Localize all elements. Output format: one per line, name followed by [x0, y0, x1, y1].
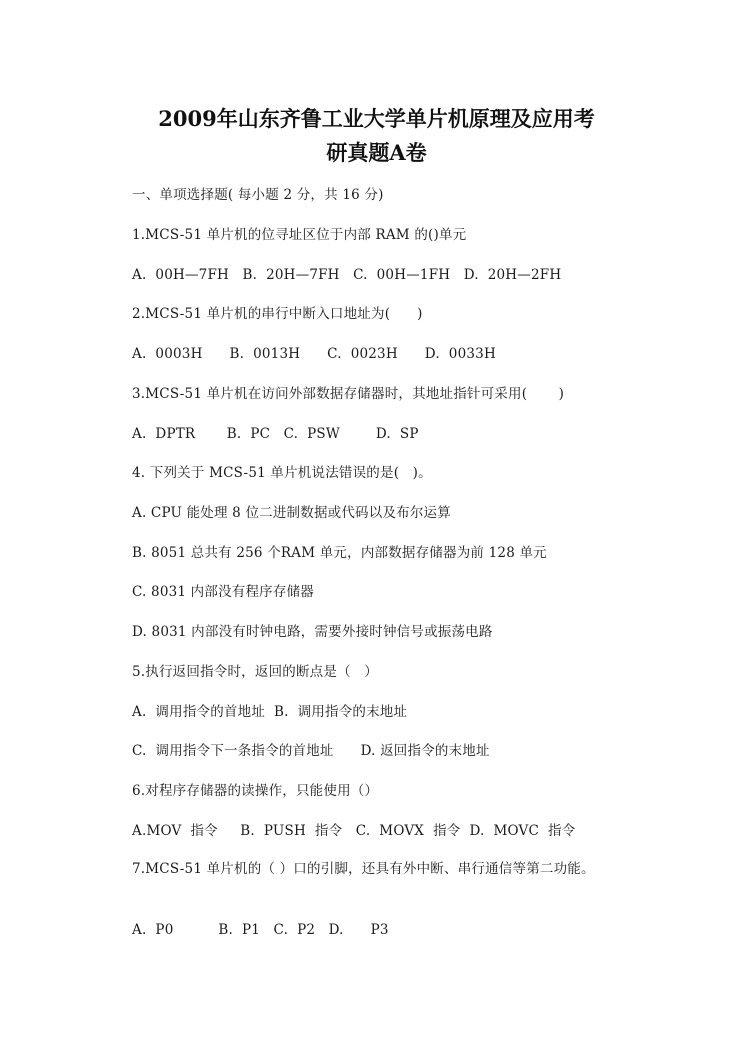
question-1-options: A. 00H—7FH B. 20H—7FH C. 00H—1FH D. 20H—2FH	[132, 267, 562, 283]
question-4-option-c: C. 8031 内部没有程序存储器	[132, 584, 314, 600]
question-5-options-ab: A. 调用指令的首地址 B. 调用指令的末地址	[132, 704, 408, 720]
question-7: 7.MCS-51 单片机的（ ）口的引脚，还具有外中断、串行通信等第二功能。	[132, 861, 595, 877]
question-6-options: A.MOV 指令 B. PUSH 指令 C. MOVX 指令 D. MOVC 指令	[132, 823, 576, 839]
question-5: 5.执行返回指令时，返回的断点是（ ）	[132, 664, 378, 680]
question-1: 1.MCS-51 单片机的位寻址区位于内部 RAM 的()单元	[132, 227, 467, 243]
question-3-options: A. DPTR B. PC C. PSW D. SP	[132, 426, 419, 442]
question-6: 6.对程序存储器的读操作，只能使用（）	[132, 783, 379, 799]
document-title-line-1: 2009年山东齐鲁工业大学单片机原理及应用考	[158, 106, 595, 131]
question-2-options: A. 0003H B. 0013H C. 0023H D. 0033H	[132, 346, 496, 362]
document-title-line-2: 研真题A卷	[326, 140, 427, 165]
question-4-option-b: B. 8051 总共有 256 个RAM 单元，内部数据存储器为前 128 单元	[132, 545, 547, 561]
section-heading: 一、单项选择题( 每小题 2 分，共 16 分)	[132, 187, 384, 203]
question-7-options: A. P0 B. P1 C. P2 D. P3	[132, 922, 389, 938]
question-4: 4. 下列关于 MCS-51 单片机说法错误的是( )。	[132, 465, 432, 481]
question-5-options-cd: C. 调用指令下一条指令的首地址 D. 返回指令的末地址	[132, 743, 490, 759]
question-4-option-a: A. CPU 能处理 8 位二进制数据或代码以及布尔运算	[132, 505, 451, 521]
question-4-option-d: D. 8031 内部没有时钟电路，需要外接时钟信号或振荡电路	[132, 624, 493, 640]
question-3: 3.MCS-51 单片机在访问外部数据存储器时，其地址指针可采用( )	[132, 386, 565, 402]
question-2: 2.MCS-51 单片机的串行中断入口地址为( )	[132, 306, 423, 322]
